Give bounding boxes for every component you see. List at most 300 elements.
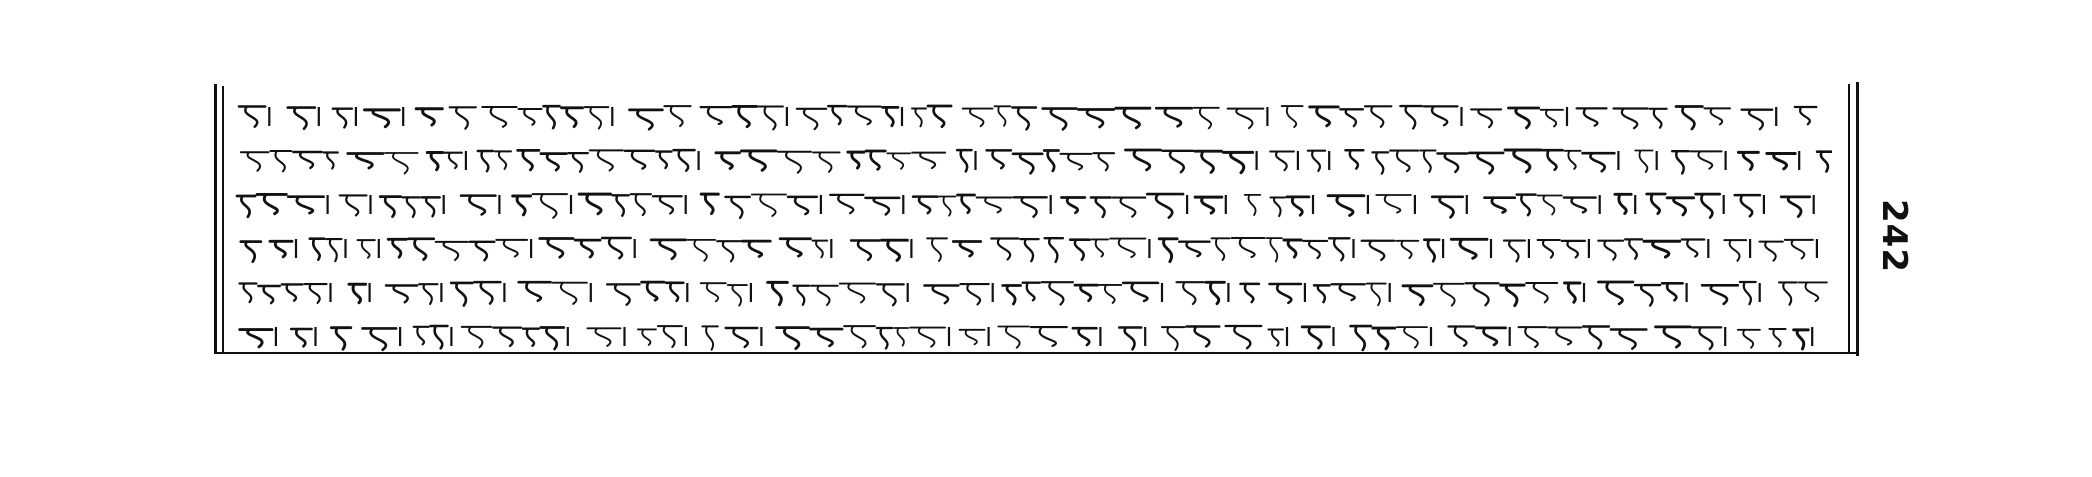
script-glyph [1329, 238, 1349, 260]
script-glyph [780, 239, 810, 256]
script-glyph [1023, 283, 1040, 301]
script-glyph [726, 328, 758, 347]
script-glyph [461, 196, 495, 215]
script-line-4 [232, 230, 1832, 266]
script-glyph [240, 284, 257, 303]
script-glyph [1091, 198, 1111, 217]
script-glyph [385, 153, 418, 174]
script-glyph [1799, 282, 1827, 301]
script-glyph [1362, 241, 1394, 260]
script-glyph [1187, 327, 1220, 347]
script-glyph [664, 106, 690, 126]
script-glyph [651, 240, 685, 259]
script-glyph [642, 282, 665, 300]
script-glyph [291, 329, 311, 346]
script-glyph [340, 195, 367, 215]
script-glyph [324, 153, 338, 169]
script-glyph [1505, 150, 1541, 172]
script-glyph [304, 284, 326, 303]
script-glyph [1471, 109, 1501, 127]
script-glyph [1396, 241, 1418, 258]
script-glyph [625, 151, 654, 169]
script-glyph [1662, 283, 1683, 300]
script-glyph [1126, 150, 1161, 170]
script-glyph [953, 242, 980, 257]
script-glyph [427, 153, 442, 170]
script-glyph [851, 241, 879, 260]
script-glyph [1501, 285, 1525, 306]
script-glyph [1794, 330, 1809, 349]
script-glyph [519, 282, 551, 301]
script-glyph [674, 150, 695, 171]
script-glyph [777, 328, 809, 349]
script-glyph [348, 154, 383, 169]
script-glyph [445, 153, 462, 168]
script-glyph [811, 286, 838, 305]
script-glyph [1696, 194, 1720, 217]
script-glyph [513, 196, 531, 215]
script-glyph [701, 194, 718, 214]
script-glyph [1390, 151, 1418, 172]
script-glyph [1206, 282, 1225, 303]
script-glyph [1013, 154, 1042, 174]
script-glyph [1284, 240, 1301, 257]
script-glyph [1504, 241, 1525, 262]
script-glyph [1177, 282, 1204, 304]
script-glyph [1795, 107, 1817, 124]
script-glyph [1303, 241, 1327, 258]
script-glyph [518, 150, 539, 170]
script-glyph [882, 240, 908, 260]
script-glyph [995, 106, 1011, 126]
script-glyph [1282, 106, 1303, 127]
script-glyph [1682, 240, 1705, 257]
script-glyph [702, 326, 717, 349]
script-glyph [1635, 285, 1660, 305]
script-glyph [1565, 283, 1581, 302]
script-glyph [239, 107, 265, 127]
script-glyph [1650, 109, 1667, 128]
script-glyph [742, 241, 770, 256]
script-glyph [1228, 109, 1264, 129]
script-glyph [960, 330, 985, 345]
script-glyph [1564, 198, 1596, 213]
script-glyph [270, 151, 291, 171]
script-glyph [1403, 286, 1432, 305]
script-glyph [607, 284, 640, 304]
script-glyph [1667, 198, 1693, 215]
script-glyph [1271, 198, 1285, 217]
script-glyph [977, 198, 1012, 213]
script-glyph [1742, 110, 1773, 130]
left-border-inner [222, 86, 224, 352]
script-glyph [1365, 106, 1392, 127]
script-line-1 [232, 98, 1832, 134]
script-glyph [1548, 328, 1581, 345]
right-border-inner [1848, 84, 1850, 354]
script-glyph [1073, 328, 1097, 345]
script-glyph [768, 282, 788, 304]
script-glyph [733, 106, 757, 126]
script-glyph [388, 239, 406, 257]
script-glyph [987, 150, 1012, 168]
script-glyph [742, 151, 776, 170]
script-glyph [414, 327, 429, 345]
script-glyph [436, 242, 468, 260]
script-line-2 [232, 142, 1832, 178]
script-glyph [1635, 151, 1653, 173]
script-glyph [1562, 241, 1585, 258]
script-glyph [794, 286, 810, 305]
script-glyph [1769, 329, 1785, 346]
script-glyph [257, 194, 286, 213]
script-glyph [590, 150, 623, 170]
script-glyph [496, 240, 527, 257]
script-glyph [877, 328, 892, 348]
script-glyph [1020, 239, 1038, 261]
script-glyph [553, 283, 587, 304]
script-line-3 [232, 186, 1832, 222]
script-glyph [1781, 197, 1810, 217]
script-glyph [1308, 151, 1325, 171]
script-glyph [1519, 327, 1547, 347]
script-glyph [1351, 326, 1371, 350]
script-glyph [1268, 330, 1283, 346]
script-glyph [1424, 106, 1458, 125]
script-glyph [883, 107, 898, 125]
script-glyph [1224, 152, 1253, 172]
script-glyph [1625, 239, 1642, 258]
script-glyph [1110, 239, 1145, 258]
script-glyph [1267, 238, 1282, 261]
script-glyph [1075, 285, 1098, 301]
script-glyph [1615, 194, 1631, 213]
script-glyph [638, 329, 656, 345]
script-glyph [1485, 198, 1515, 213]
script-glyph [912, 109, 926, 127]
script-glyph [924, 286, 958, 304]
script-glyph [1340, 109, 1363, 126]
script-glyph [1070, 240, 1089, 260]
script-glyph [828, 106, 846, 124]
script-glyph [998, 327, 1029, 348]
script-glyph [1738, 330, 1760, 348]
script-glyph [666, 283, 683, 301]
script-glyph [585, 107, 609, 128]
script-glyph [1062, 198, 1085, 213]
script-glyph [1611, 330, 1647, 349]
script-glyph [1583, 153, 1615, 171]
script-glyph [1647, 194, 1666, 214]
script-glyph [1817, 152, 1832, 172]
script-glyph [840, 284, 875, 303]
script-line-6 [232, 318, 1832, 354]
script-glyph [1565, 151, 1581, 169]
script-glyph [1310, 107, 1339, 126]
script-glyph [1287, 197, 1309, 215]
script-glyph [957, 150, 971, 171]
page-number-text: 242 [1874, 199, 1915, 273]
script-glyph [830, 195, 863, 213]
script-glyph [1735, 195, 1760, 216]
right-border-outer [1856, 82, 1859, 356]
script-glyph [877, 284, 904, 305]
script-glyph [1376, 195, 1411, 213]
script-glyph [958, 195, 975, 213]
script-glyph [1226, 326, 1262, 348]
script-glyph [894, 328, 908, 346]
script-glyph [1785, 240, 1813, 259]
script-glyph [1509, 108, 1539, 128]
script-glyph [1195, 151, 1221, 172]
script-glyph [928, 106, 951, 127]
script-glyph [1397, 327, 1427, 348]
script-glyph [1692, 327, 1721, 349]
script-glyph [717, 241, 740, 261]
script-glyph [813, 152, 840, 171]
script-glyph [1583, 327, 1609, 349]
script-glyph [1760, 242, 1783, 261]
script-glyph [1061, 154, 1092, 170]
script-glyph [1779, 282, 1797, 304]
script-glyph [1194, 108, 1219, 129]
script-glyph [1400, 106, 1421, 128]
script-glyph [331, 328, 350, 350]
script-glyph [1449, 327, 1475, 346]
script-glyph [523, 329, 539, 346]
script-glyph [752, 195, 786, 217]
script-glyph [1704, 108, 1730, 124]
script-glyph [1424, 240, 1439, 262]
script-glyph [813, 241, 828, 258]
script-glyph [1526, 283, 1557, 302]
script-glyph [1517, 195, 1536, 216]
script-glyph [1598, 241, 1623, 260]
script-glyph [1541, 110, 1563, 127]
script-glyph [241, 242, 261, 262]
script-glyph [482, 107, 516, 127]
script-glyph [1767, 154, 1795, 169]
script-glyph [326, 239, 342, 261]
script-glyph [1232, 238, 1265, 257]
script-glyph [1332, 284, 1365, 300]
script-glyph [631, 194, 651, 215]
script-glyph [519, 109, 542, 125]
script-glyph [1116, 108, 1150, 128]
script-glyph [728, 285, 747, 306]
script-glyph [349, 284, 366, 302]
script-glyph [1147, 194, 1183, 218]
left-border-outer [214, 84, 217, 354]
script-glyph [1476, 328, 1505, 345]
script-glyph [1195, 197, 1222, 213]
script-glyph [613, 195, 629, 215]
script-glyph [1100, 285, 1122, 303]
script-glyph [540, 239, 573, 258]
script-glyph [1451, 239, 1487, 258]
script-glyph [1014, 197, 1047, 216]
script-glyph [912, 153, 945, 169]
script-glyph [1656, 327, 1691, 347]
script-glyph [1420, 151, 1435, 172]
script-glyph [333, 109, 352, 128]
script-glyph [653, 196, 682, 213]
script-glyph [386, 286, 417, 303]
script-glyph [258, 286, 279, 303]
script-glyph [1432, 197, 1463, 218]
script-glyph [1162, 327, 1185, 350]
page-number [1870, 196, 1918, 276]
script-glyph [927, 238, 947, 261]
script-glyph [1538, 196, 1562, 215]
script-glyph [1241, 284, 1259, 302]
script-glyph [541, 328, 564, 350]
script-line-5 [232, 274, 1832, 310]
script-glyph [1691, 151, 1722, 168]
script-glyph [1672, 151, 1689, 173]
script-glyph [431, 326, 448, 348]
script-glyph [913, 197, 938, 214]
script-glyph [1543, 150, 1563, 170]
script-glyph [1092, 239, 1109, 256]
script-glyph [1179, 242, 1209, 257]
script-glyph [495, 151, 511, 169]
script-glyph [1644, 241, 1680, 257]
script-glyph [1042, 282, 1073, 304]
script-glyph [241, 152, 269, 171]
script-glyph [1373, 328, 1395, 349]
script-glyph [1012, 108, 1036, 130]
script-glyph [1434, 284, 1464, 306]
script-glyph [237, 196, 255, 217]
script-glyph [408, 239, 433, 260]
script-glyph [403, 197, 420, 216]
script-glyph [759, 107, 783, 130]
script-glyph [788, 197, 817, 214]
script-glyph [887, 153, 910, 168]
script-glyph [450, 107, 476, 128]
script-glyph [811, 329, 843, 346]
script-glyph [363, 328, 397, 349]
script-glyph [1212, 238, 1230, 260]
script-glyph [844, 326, 875, 347]
script-glyph [293, 152, 322, 168]
script-glyph [579, 194, 610, 214]
script-glyph [1043, 109, 1077, 130]
script-glyph [1598, 282, 1633, 304]
script-glyph [656, 152, 671, 168]
script-glyph [701, 283, 726, 301]
script-glyph [1614, 109, 1648, 129]
script-glyph [1346, 150, 1364, 168]
script-glyph [797, 109, 827, 129]
script-glyph [1113, 198, 1146, 217]
script-glyph [1044, 151, 1058, 172]
script-glyph [1031, 327, 1067, 346]
script-glyph [575, 240, 600, 257]
script-glyph [716, 153, 740, 169]
script-glyph [358, 240, 375, 258]
script-glyph [1372, 152, 1388, 173]
script-glyph [1159, 239, 1177, 262]
script-glyph [240, 330, 272, 347]
script-glyph [1094, 153, 1115, 170]
script-glyph [602, 238, 631, 258]
script-glyph [725, 197, 749, 218]
script-glyph [288, 197, 323, 213]
script-glyph [419, 284, 437, 304]
script-glyph [416, 109, 442, 125]
script-glyph [778, 152, 811, 173]
script-glyph [470, 242, 494, 260]
script-glyph [1466, 283, 1499, 305]
script-glyph [963, 109, 993, 127]
script-glyph [1270, 284, 1301, 303]
script-glyph [688, 240, 716, 261]
script-glyph [365, 110, 400, 127]
script-glyph [1577, 108, 1607, 125]
script-glyph [1162, 151, 1193, 172]
script-glyph [1328, 196, 1364, 216]
script-glyph [587, 328, 620, 346]
script-glyph [422, 197, 440, 216]
script-glyph [270, 241, 292, 256]
script-glyph [1079, 110, 1114, 128]
script-glyph [288, 108, 315, 129]
script-glyph [478, 151, 493, 171]
script-glyph [848, 152, 864, 168]
script-glyph [1156, 108, 1191, 126]
script-glyph [910, 328, 945, 347]
script-glyph [282, 284, 303, 300]
script-glyph [1119, 328, 1141, 350]
script-glyph [991, 239, 1018, 260]
script-glyph [1367, 284, 1386, 306]
script-glyph [1123, 283, 1158, 301]
script-glyph [568, 153, 588, 172]
script-glyph [960, 284, 988, 304]
script-glyph [1724, 240, 1746, 261]
script-glyph [940, 197, 956, 216]
script-text-block [232, 92, 1832, 354]
script-glyph [1302, 327, 1329, 348]
script-glyph [1045, 238, 1063, 262]
script-glyph [1738, 152, 1758, 169]
script-glyph [1469, 153, 1503, 173]
script-glyph [544, 106, 560, 128]
script-glyph [1702, 285, 1738, 304]
script-glyph [1438, 154, 1468, 172]
script-glyph [474, 282, 500, 304]
script-glyph [630, 110, 663, 129]
script-glyph [451, 283, 472, 306]
script-glyph [1314, 285, 1330, 302]
script-glyph [1003, 286, 1021, 305]
script-glyph [848, 107, 881, 125]
script-glyph [1270, 152, 1294, 171]
script-glyph [1245, 195, 1261, 215]
script-glyph [1740, 282, 1756, 304]
script-glyph [1538, 240, 1560, 258]
script-glyph [380, 197, 401, 217]
script-glyph [866, 151, 885, 169]
script-glyph [701, 107, 731, 124]
script-glyph [533, 194, 568, 218]
script-glyph [493, 328, 521, 346]
script-glyph [310, 239, 324, 260]
script-glyph [1676, 107, 1702, 130]
script-glyph [658, 326, 682, 347]
